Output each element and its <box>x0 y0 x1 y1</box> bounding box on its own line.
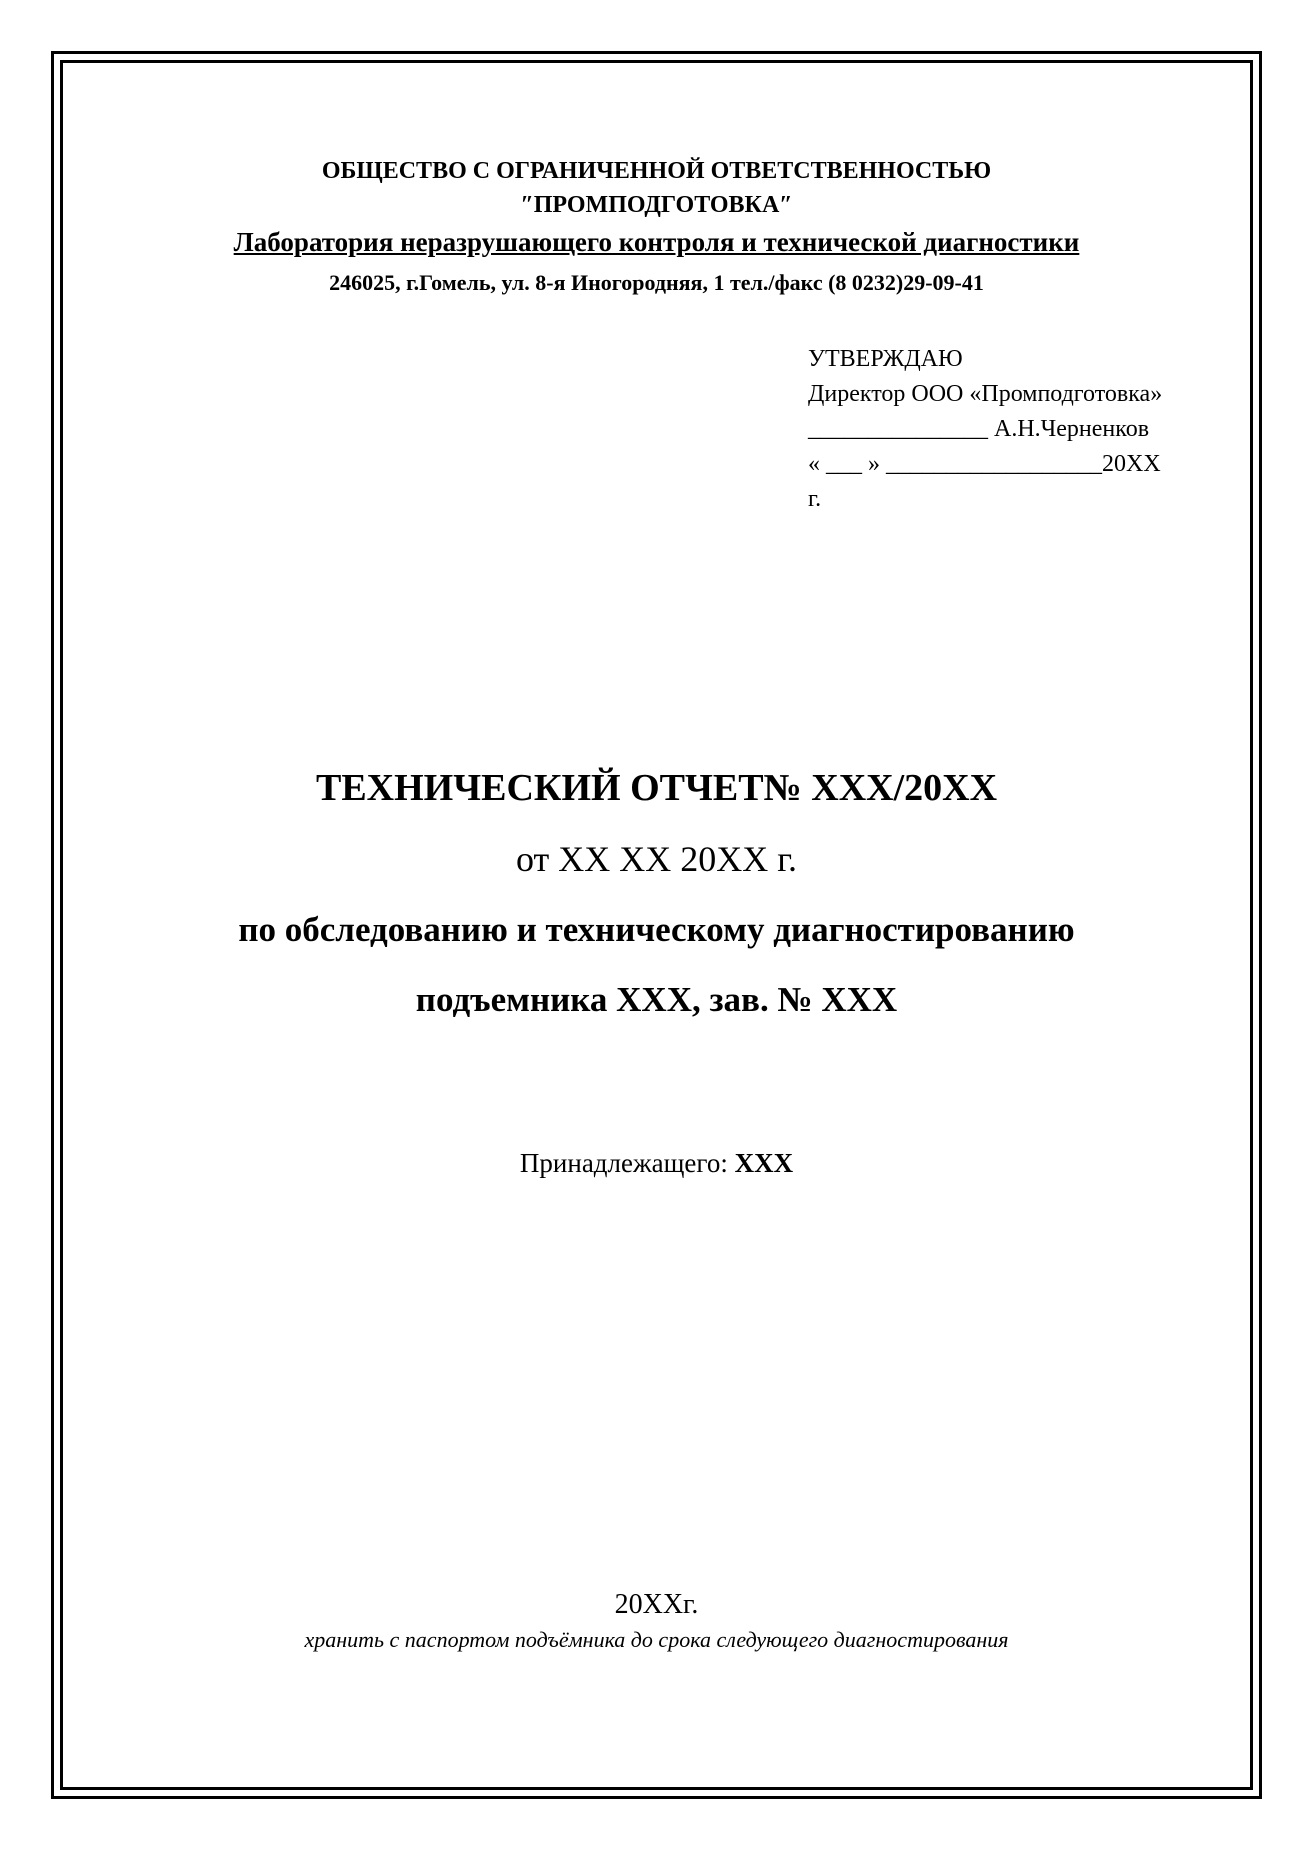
footer-year: 20ХХг. <box>614 1589 699 1620</box>
report-date: от ХХ ХХ 20ХХ г. <box>516 839 797 879</box>
report-title: ТЕХНИЧЕСКИЙ ОТЧЕТ№ ХХХ/20ХХ <box>315 767 998 809</box>
approval-date-suffix: г. <box>808 486 822 512</box>
organization-brand: ″ПРОМПОДГОТОВКА″ <box>520 192 793 218</box>
report-subject-line-2: подъемника ХХХ, зав. № ХХХ <box>415 980 898 1019</box>
laboratory-name: Лаборатория неразрушающего контроля и технической диагностики <box>233 227 1080 257</box>
approval-position: Директор ООО «Промподготовка» <box>808 381 1163 407</box>
owner-label: Принадлежащего: <box>519 1148 735 1178</box>
approval-signature-line: _______________ А.Н.Черненков <box>808 416 1150 442</box>
organization-address: 246025, г.Гомель, ул. 8-я Иногородняя, 1 тел./факс (8 0232)29-09-41 <box>329 270 984 295</box>
approval-title: УТВЕРЖДАЮ <box>808 346 963 372</box>
report-subject-line-1: по обследованию и техническому диагностированию <box>238 910 1075 949</box>
owner-value: ХХХ <box>734 1148 794 1178</box>
storage-note: хранить с паспортом подъёмника до срока следующего диагностирования <box>304 1627 1009 1652</box>
organization-name: ОБЩЕСТВО С ОГРАНИЧЕННОЙ ОТВЕТСТВЕННОСТЬЮ <box>321 158 992 184</box>
approval-date-line: « ___ » __________________20ХХ <box>808 451 1161 477</box>
owner-line <box>60 1148 1253 1179</box>
approval-block <box>808 342 1213 517</box>
